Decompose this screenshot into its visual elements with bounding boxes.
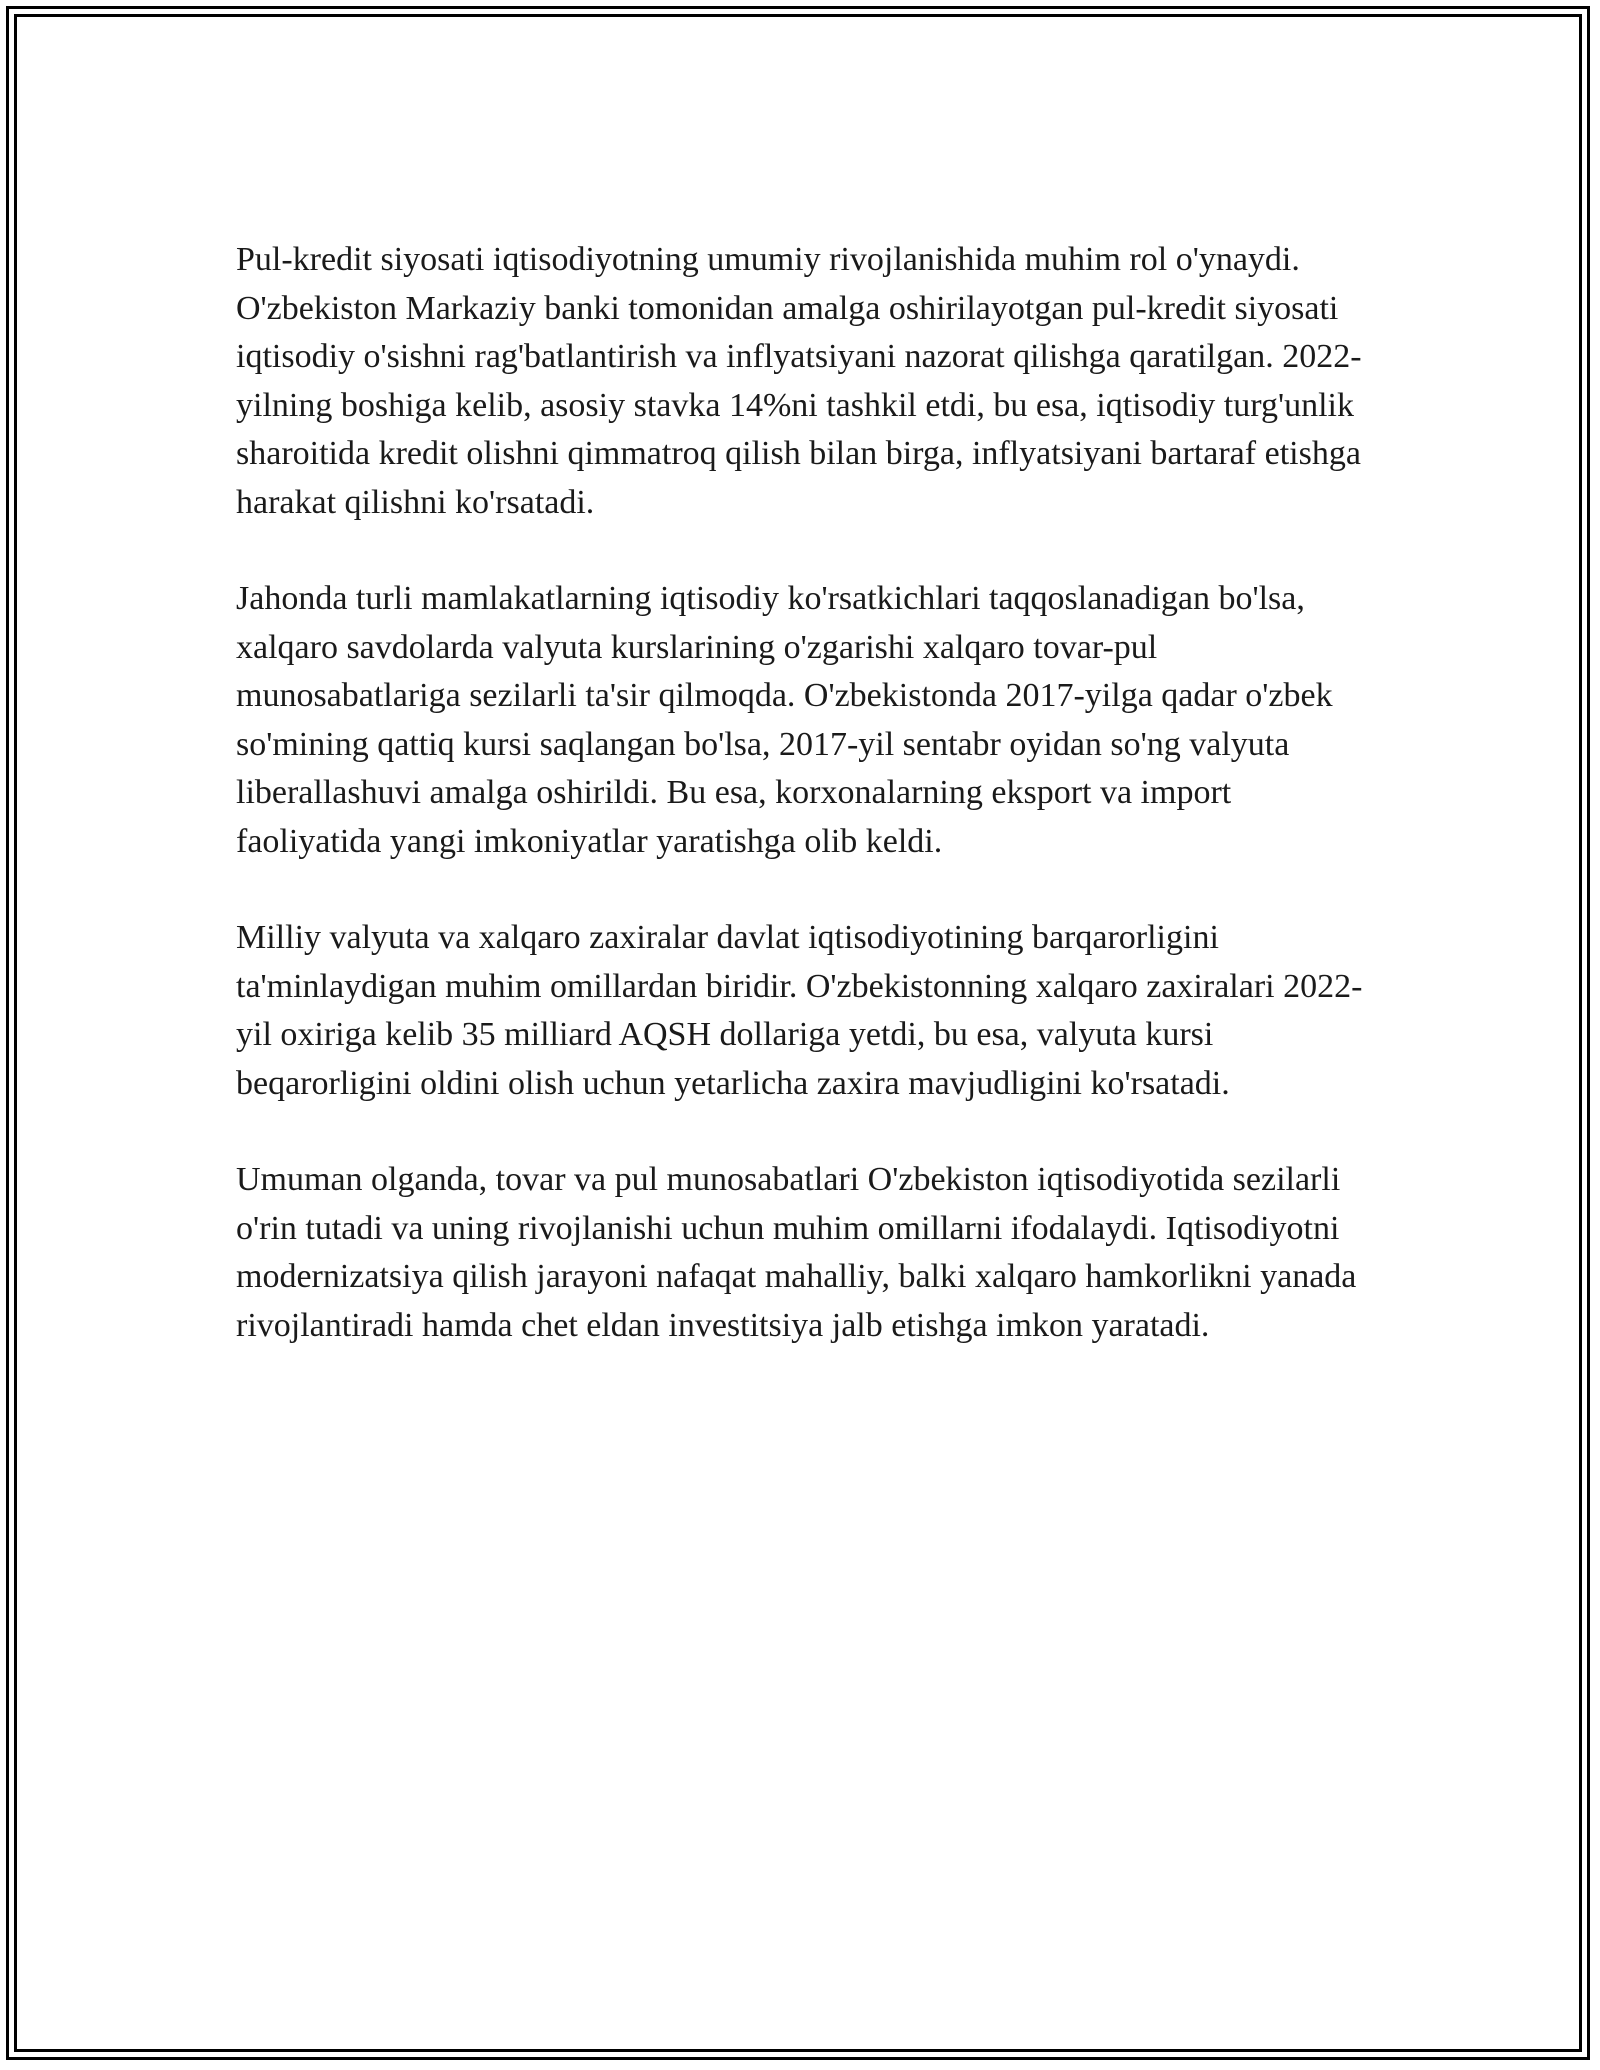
paragraph-exchange-rates: Jahonda turli mamlakatlarning iqtisodiy ko'rsatkichlari taqqoslanadigan bo'lsa, xalqaro savdolarda valyuta kurslarining o'zgarishi xalqaro tovar-pul munosabatlariga sezilarli ta'sir qilmoqda. O'zbekistonda 2017-yilga qadar o'zbek so'mining qattiq kursi saqlangan bo'lsa, 2017-yil sentabr oyidan so'ng valyuta liberallashuvi amalga oshirildi. Bu esa, korxonalarning eksport va import faoliyatida yangi imkoniyatlar yaratishga olib keldi. <box>236 580 1333 860</box>
paragraph-monetary-policy: Pul-kredit siyosati iqtisodiyotning umumiy rivojlanishida muhim rol o'ynaydi. O'zbekiston Markaziy banki tomonidan amalga oshirilayotgan pul-kredit siyosati iqtisodiy o'sishni rag'batlantirish va inflyatsiyani nazorat qilishga qaratilgan. 2022-yilning boshiga kelib, asosiy stavka 14%ni tashkil etdi, bu esa, iqtisodiy turg'unlik sharoitida kredit olishni qimmatroq qilish bilan birga, inflyatsiyani bartaraf etishga harakat qilishni ko'rsatadi. <box>236 241 1362 521</box>
document-body <box>236 236 1376 1398</box>
paragraph-conclusion: Umuman olganda, tovar va pul munosabatlari O'zbekiston iqtisodiyotida sezilarli o'rin tutadi va uning rivojlanishi uchun muhim omillarni ifodalaydi. Iqtisodiyotni modernizatsiya qilish jarayoni nafaqat mahalliy, balki xalqaro hamkorlikni yanada rivojlantiradi hamda chet eldan investitsiya jalb etishga imkon yaratadi. <box>236 1161 1357 1344</box>
paragraph-reserves: Milliy valyuta va xalqaro zaxiralar davlat iqtisodiyotining barqarorligini ta'minlaydigan muhim omillardan biridir. O'zbekistonning xalqaro zaxiralari 2022-yil oxiriga kelib 35 milliard AQSH dollariga yetdi, bu esa, valyuta kursi beqarorligini oldini olish uchun yetarlicha zaxira mavjudligini ko'rsatadi. <box>236 919 1363 1102</box>
